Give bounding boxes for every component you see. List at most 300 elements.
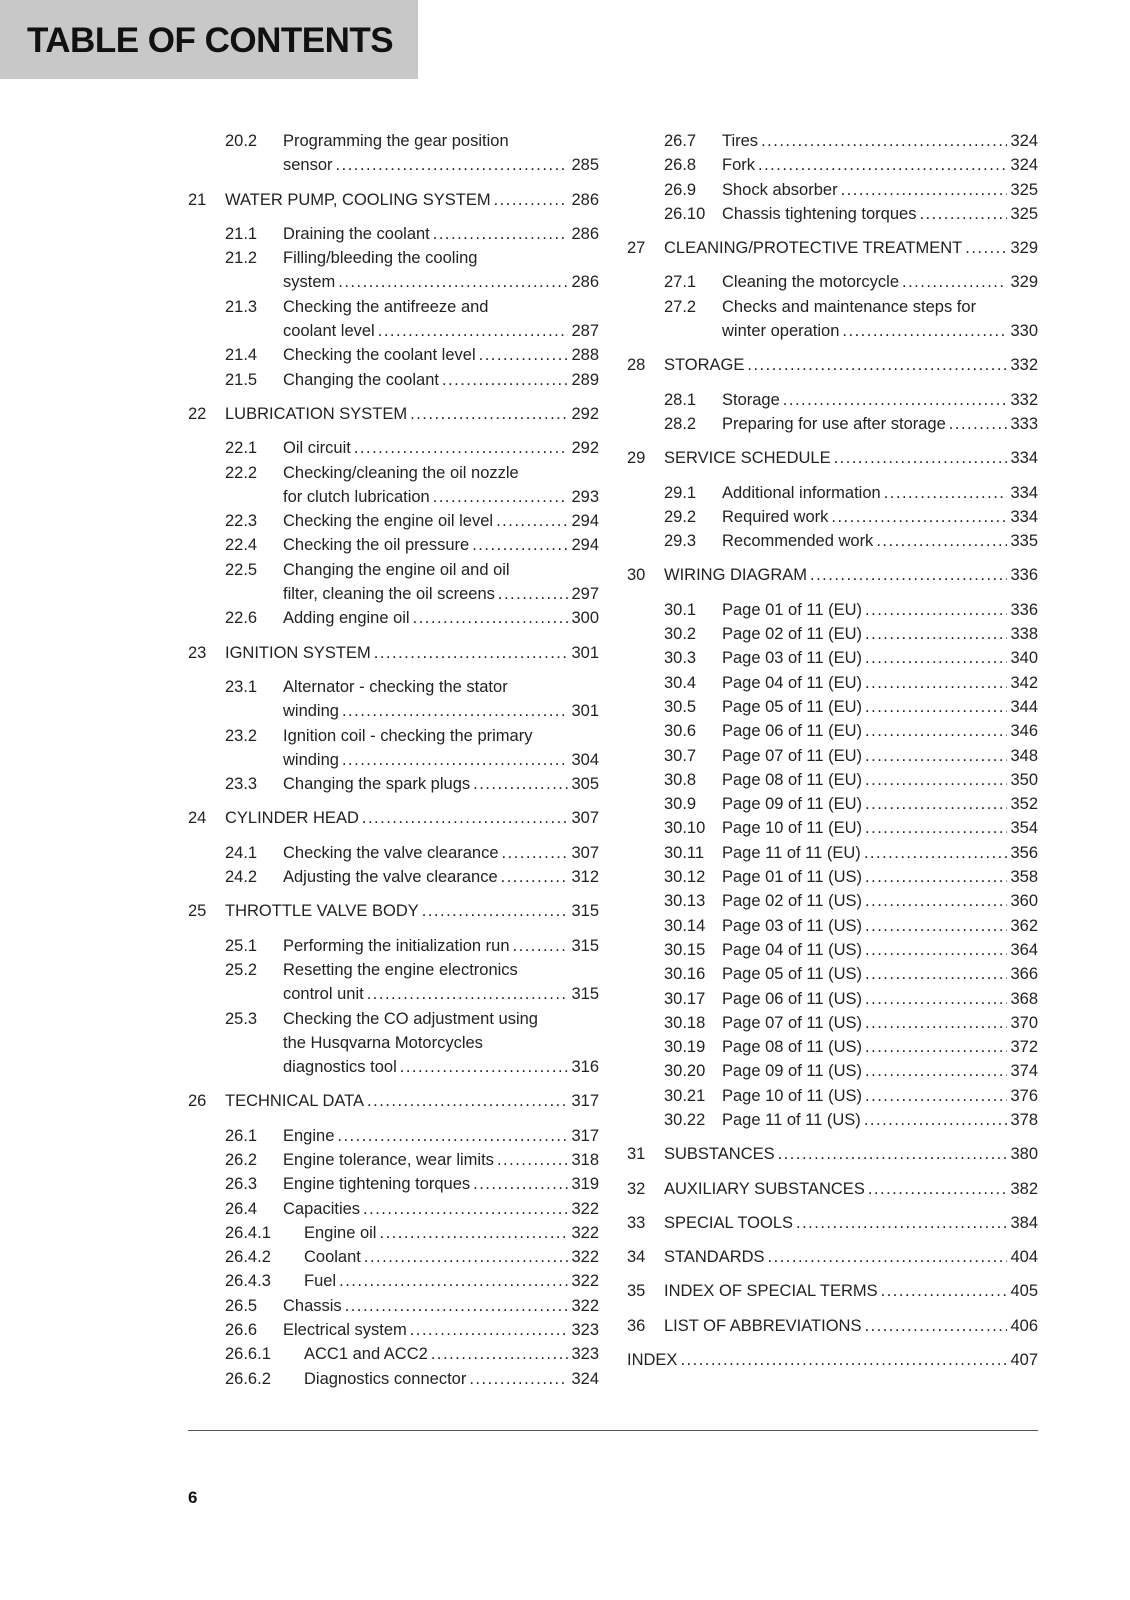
toc-chapter[interactable] [188, 1089, 599, 1113]
dot-leader [865, 938, 1007, 962]
toc-number: 30.20 [664, 1062, 706, 1081]
toc-page-number: 307 [571, 809, 599, 828]
toc-page-number: 315 [571, 902, 599, 921]
dot-leader [831, 505, 1007, 529]
toc-page-number: 332 [1010, 356, 1038, 375]
toc-section[interactable] [188, 958, 599, 1007]
toc-number: 25.1 [225, 936, 258, 955]
toc-chapter[interactable] [627, 236, 1038, 260]
dot-leader [473, 772, 568, 796]
toc-number: 30.13 [664, 892, 706, 911]
toc-page-number: 312 [571, 868, 599, 887]
toc-page-number: 322 [571, 1223, 599, 1242]
toc-chapter[interactable] [627, 1279, 1038, 1303]
dot-leader [469, 1367, 568, 1391]
toc-number: 21.1 [225, 224, 258, 243]
toc-section[interactable] [627, 202, 1038, 226]
toc-title: Changing the coolant [283, 370, 439, 389]
toc-title: Capacities [283, 1199, 361, 1218]
dot-leader [410, 1318, 569, 1342]
toc-section[interactable] [627, 529, 1038, 553]
toc-title: Page 09 of 11 (US) [722, 1062, 863, 1081]
toc-title: Checking the oil pressure [283, 536, 470, 555]
toc-chapter[interactable] [627, 1245, 1038, 1269]
toc-title: Page 10 of 11 (EU) [722, 819, 863, 838]
toc-page-number: 329 [1010, 273, 1038, 292]
toc-page-number: 356 [1010, 843, 1038, 862]
toc-title: AUXILIARY SUBSTANCES [664, 1179, 865, 1198]
toc-section[interactable] [627, 816, 1038, 840]
toc-title: Electrical system [283, 1321, 407, 1340]
toc-number: 30.9 [664, 795, 697, 814]
toc-number: 21.4 [225, 346, 258, 365]
toc-page-number: 340 [1010, 649, 1038, 668]
toc-title: control unit [283, 985, 364, 1004]
toc-chapter[interactable] [188, 899, 599, 923]
toc-title: Draining the coolant [283, 224, 430, 243]
toc-chapter[interactable] [627, 563, 1038, 587]
toc-number: 29.3 [664, 532, 697, 551]
toc-page-number: 376 [1010, 1086, 1038, 1105]
toc-title: Adjusting the valve clearance [283, 868, 498, 887]
toc-page-number: 380 [1010, 1145, 1038, 1164]
toc-section[interactable] [627, 938, 1038, 962]
dot-leader [865, 792, 1007, 816]
toc-title: Page 11 of 11 (US) [722, 1110, 861, 1129]
toc-chapter[interactable] [188, 188, 599, 212]
toc-page-number: 322 [571, 1296, 599, 1315]
toc-section[interactable] [188, 368, 599, 392]
dot-leader [864, 1108, 1008, 1132]
toc-title: Page 01 of 11 (EU) [722, 600, 863, 619]
toc-chapter[interactable] [188, 641, 599, 665]
toc-number: 22.1 [225, 439, 258, 458]
toc-number: 36 [627, 1316, 646, 1335]
toc-title: Page 07 of 11 (EU) [722, 746, 863, 765]
toc-title: Page 04 of 11 (EU) [722, 673, 863, 692]
toc-title: Checking the engine oil level [283, 512, 494, 531]
toc-page-number: 325 [1010, 204, 1038, 223]
toc-number: 22.6 [225, 609, 258, 628]
dot-leader [400, 1055, 569, 1079]
toc-page-number: 332 [1010, 390, 1038, 409]
dot-leader [410, 402, 568, 426]
toc-section[interactable] [188, 1197, 599, 1221]
toc-page-number: 354 [1010, 819, 1038, 838]
toc-chapter[interactable] [627, 353, 1038, 377]
toc-page-number: 322 [571, 1248, 599, 1267]
toc-number: 25 [188, 902, 207, 921]
toc-section[interactable] [627, 1059, 1038, 1083]
toc-section[interactable] [188, 1245, 599, 1269]
toc-page-number: 297 [571, 585, 599, 604]
dot-leader [965, 236, 1007, 260]
toc-number: 24 [188, 809, 207, 828]
toc-number: 30.18 [664, 1013, 706, 1032]
dot-leader [339, 1269, 568, 1293]
toc-page-number: 344 [1010, 697, 1038, 716]
toc-page-number: 384 [1010, 1213, 1038, 1232]
toc-chapter[interactable] [627, 1177, 1038, 1201]
toc-section[interactable] [188, 295, 599, 344]
toc-section[interactable] [627, 270, 1038, 294]
toc-page-number: 322 [571, 1199, 599, 1218]
toc-section[interactable] [627, 962, 1038, 986]
toc-number: 30.2 [664, 625, 697, 644]
toc-number: 28.2 [664, 414, 697, 433]
toc-number: 22.3 [225, 512, 258, 531]
toc-title: Engine tightening torques [283, 1175, 471, 1194]
toc-page-number: 334 [1010, 483, 1038, 502]
toc-section[interactable] [188, 1342, 599, 1366]
toc-number: 26.9 [664, 180, 697, 199]
toc-title: WIRING DIAGRAM [664, 566, 807, 585]
dot-leader [374, 641, 569, 665]
dot-leader [431, 1342, 569, 1366]
toc-section[interactable] [188, 724, 599, 773]
toc-section[interactable] [627, 481, 1038, 505]
toc-chapter[interactable] [627, 446, 1038, 470]
dot-leader [778, 1142, 1008, 1166]
toc-section[interactable] [188, 772, 599, 796]
toc-section[interactable] [627, 987, 1038, 1011]
dot-leader [362, 806, 569, 830]
dot-leader [345, 1294, 569, 1318]
toc-number: 26.6.1 [225, 1345, 271, 1364]
toc-chapter[interactable] [188, 402, 599, 426]
dot-leader [433, 485, 569, 509]
dot-leader [884, 481, 1008, 505]
page-number: 6 [188, 1488, 198, 1507]
toc-number: 25.2 [225, 960, 258, 979]
toc-number: 26.2 [225, 1150, 258, 1169]
toc-section[interactable] [627, 671, 1038, 695]
toc-number: 30.8 [664, 770, 697, 789]
dot-leader [865, 1059, 1007, 1083]
toc-page-number: 404 [1010, 1248, 1038, 1267]
toc-title: STANDARDS [664, 1248, 765, 1267]
toc-title: Page 01 of 11 (US) [722, 868, 863, 887]
dot-leader [363, 1197, 568, 1221]
toc-section[interactable] [188, 1172, 599, 1196]
toc-title: Page 09 of 11 (EU) [722, 795, 863, 814]
dot-leader [868, 1177, 1008, 1201]
toc-title: Page 02 of 11 (EU) [722, 625, 863, 644]
toc-title: Page 05 of 11 (US) [722, 965, 863, 984]
toc-number: 26.5 [225, 1296, 258, 1315]
toc-number: 26 [188, 1092, 207, 1111]
toc-section[interactable] [188, 129, 599, 178]
toc-title: THROTTLE VALVE BODY [225, 902, 419, 921]
dot-leader [367, 1089, 568, 1113]
dot-leader [881, 1279, 1008, 1303]
dot-leader [865, 768, 1007, 792]
toc-section[interactable] [188, 533, 599, 557]
toc-section[interactable] [627, 1011, 1038, 1035]
toc-page-number: 286 [571, 273, 599, 292]
toc-number: 30.12 [664, 868, 706, 887]
toc-section[interactable] [627, 744, 1038, 768]
toc-title: Page 08 of 11 (EU) [722, 770, 863, 789]
toc-title: SERVICE SCHEDULE [664, 449, 831, 468]
toc-section[interactable] [188, 1148, 599, 1172]
toc-page-number: 286 [571, 190, 599, 209]
toc-page-number: 346 [1010, 722, 1038, 741]
toc-section[interactable] [627, 153, 1038, 177]
toc-section[interactable] [188, 461, 599, 510]
toc-left-column [188, 129, 599, 1391]
toc-number: 30.4 [664, 673, 697, 692]
toc-section[interactable] [188, 841, 599, 865]
toc-section[interactable] [188, 558, 599, 607]
dot-leader [337, 1124, 568, 1148]
toc-page-number: 293 [571, 487, 599, 506]
toc-title: for clutch lubrication [283, 487, 430, 506]
dot-leader [342, 748, 569, 772]
dot-leader [497, 1148, 569, 1172]
toc-title: sensor [283, 156, 333, 175]
toc-section[interactable] [188, 1294, 599, 1318]
toc-page-number: 333 [1010, 414, 1038, 433]
toc-title: SPECIAL TOOLS [664, 1213, 794, 1232]
dot-leader [498, 582, 569, 606]
dot-leader [865, 622, 1007, 646]
dot-leader [342, 699, 569, 723]
toc-title-line: Resetting the engine electronics [283, 960, 518, 979]
dot-leader [841, 178, 1008, 202]
toc-title: Page 10 of 11 (US) [722, 1086, 863, 1105]
toc-section[interactable] [627, 622, 1038, 646]
dot-leader [496, 509, 568, 533]
toc-title: Page 05 of 11 (EU) [722, 697, 863, 716]
toc-number: 26.7 [664, 132, 697, 150]
dot-leader [413, 606, 569, 630]
toc-number: 28.1 [664, 390, 697, 409]
toc-page-number: 324 [1010, 132, 1038, 150]
toc-section[interactable] [188, 1221, 599, 1245]
dot-leader [354, 436, 569, 460]
toc-page-number: 324 [571, 1369, 599, 1388]
toc-section[interactable] [188, 865, 599, 889]
toc-page-number: 338 [1010, 625, 1038, 644]
toc-title: IGNITION SYSTEM [225, 643, 371, 662]
toc-page-number: 336 [1010, 600, 1038, 619]
toc-number: 23 [188, 643, 207, 662]
toc-section[interactable] [627, 388, 1038, 412]
toc-chapter[interactable] [627, 1314, 1038, 1338]
toc-section[interactable] [627, 412, 1038, 436]
toc-page-number: 317 [571, 1092, 599, 1111]
toc-number: 23.3 [225, 775, 258, 794]
toc-page-number: 334 [1010, 507, 1038, 526]
toc-number: 21.3 [225, 297, 258, 316]
toc-page-number: 407 [1010, 1351, 1038, 1370]
toc-number: 30.17 [664, 989, 706, 1008]
toc-section[interactable] [188, 1124, 599, 1148]
toc-title: Fork [722, 156, 755, 175]
toc-number: 26.4.2 [225, 1248, 271, 1267]
dot-leader [810, 563, 1007, 587]
toc-number: 22.5 [225, 560, 258, 579]
toc-page-number: 294 [571, 536, 599, 555]
toc-section[interactable] [627, 719, 1038, 743]
toc-section[interactable] [627, 768, 1038, 792]
toc-title: INDEX OF SPECIAL TERMS [664, 1282, 878, 1301]
dot-leader [876, 529, 1007, 553]
toc-number: 30.5 [664, 697, 697, 716]
toc-section[interactable] [188, 222, 599, 246]
toc-page-number: 374 [1010, 1062, 1038, 1081]
toc-number: 27 [627, 239, 646, 258]
toc-page-number: 323 [571, 1321, 599, 1340]
dot-leader [422, 899, 569, 923]
dot-leader [783, 388, 1008, 412]
dot-leader [865, 962, 1007, 986]
toc-title: Diagnostics connector [304, 1369, 467, 1388]
toc-section[interactable] [188, 246, 599, 295]
toc-section[interactable] [627, 1035, 1038, 1059]
toc-section[interactable] [627, 1108, 1038, 1132]
toc-section[interactable] [627, 792, 1038, 816]
toc-section[interactable] [627, 178, 1038, 202]
toc-section[interactable] [188, 1269, 599, 1293]
toc-title-line: Checking/cleaning the oil nozzle [283, 463, 519, 482]
toc-page-number: 292 [571, 439, 599, 458]
dot-leader [834, 446, 1008, 470]
toc-page-number: 362 [1010, 916, 1038, 935]
toc-chapter[interactable] [627, 1348, 1038, 1372]
toc-number: 23.2 [225, 726, 258, 745]
toc-title-line: Checks and maintenance steps for [722, 297, 977, 316]
dot-leader [864, 841, 1008, 865]
toc-section[interactable] [627, 889, 1038, 913]
toc-page-number: 315 [571, 936, 599, 955]
toc-page-number: 317 [571, 1126, 599, 1145]
toc-section[interactable] [188, 343, 599, 367]
toc-section[interactable] [627, 129, 1038, 153]
toc-title: Page 08 of 11 (US) [722, 1038, 863, 1057]
toc-section[interactable] [627, 646, 1038, 670]
toc-number: 31 [627, 1145, 646, 1164]
toc-number: 26.3 [225, 1175, 258, 1194]
toc-number: 30.10 [664, 819, 706, 838]
toc-number: 26.8 [664, 156, 697, 175]
toc-page-number: 324 [1010, 156, 1038, 175]
toc-chapter[interactable] [188, 806, 599, 830]
toc-title: Checking the coolant level [283, 346, 476, 365]
dot-leader [680, 1348, 1007, 1372]
toc-section[interactable] [627, 914, 1038, 938]
dot-leader [501, 865, 569, 889]
toc-title: INDEX [627, 1351, 678, 1370]
toc-number: 30.22 [664, 1110, 706, 1129]
toc-section[interactable] [627, 1084, 1038, 1108]
toc-section[interactable] [188, 1367, 599, 1391]
toc-title: Page 03 of 11 (US) [722, 916, 863, 935]
toc-page-number: 405 [1010, 1282, 1038, 1301]
toc-page-number: 378 [1010, 1110, 1038, 1129]
dot-leader [768, 1245, 1008, 1269]
toc-number: 30 [627, 566, 646, 585]
toc-number: 22.4 [225, 536, 258, 555]
toc-section[interactable] [188, 934, 599, 958]
dot-leader [865, 889, 1007, 913]
toc-page-number: 358 [1010, 868, 1038, 887]
toc-title-line: Ignition coil - checking the primary [283, 726, 533, 745]
toc-chapter[interactable] [627, 1211, 1038, 1235]
toc-section[interactable] [627, 695, 1038, 719]
toc-title: SUBSTANCES [664, 1145, 775, 1164]
toc-page-number: 334 [1010, 449, 1038, 468]
toc-page-number: 368 [1010, 989, 1038, 1008]
toc-section[interactable] [188, 1318, 599, 1342]
toc-right-column [627, 129, 1038, 1382]
toc-number: 26.4.1 [225, 1223, 271, 1242]
toc-section[interactable] [627, 841, 1038, 865]
toc-number: 30.7 [664, 746, 697, 765]
toc-title: Adding engine oil [283, 609, 410, 628]
toc-section[interactable] [188, 606, 599, 630]
dot-leader [865, 695, 1007, 719]
toc-title: CYLINDER HEAD [225, 809, 359, 828]
toc-title: Additional information [722, 483, 881, 502]
toc-title-line: Changing the engine oil and oil [283, 560, 510, 579]
toc-title: diagnostics tool [283, 1058, 397, 1077]
toc-page-number: 325 [1010, 180, 1038, 199]
toc-page-number: 323 [571, 1345, 599, 1364]
toc-section[interactable] [627, 598, 1038, 622]
toc-title: Changing the spark plugs [283, 775, 471, 794]
dot-leader [336, 153, 569, 177]
dot-leader [865, 914, 1007, 938]
toc-page-number: 348 [1010, 746, 1038, 765]
toc-title: filter, cleaning the oil screens [283, 585, 495, 604]
dot-leader [842, 319, 1007, 343]
toc-title: Preparing for use after storage [722, 414, 946, 433]
dot-leader [761, 129, 1007, 153]
page-title: TABLE OF CONTENTS [27, 21, 394, 60]
toc-page-number: 330 [1010, 322, 1038, 341]
dot-leader [865, 646, 1007, 670]
toc-section[interactable] [627, 865, 1038, 889]
dot-leader [758, 153, 1007, 177]
toc-section[interactable] [627, 295, 1038, 344]
toc-title: LIST OF ABBREVIATIONS [664, 1316, 862, 1335]
toc-title: Recommended work [722, 532, 874, 551]
toc-page-number: 289 [571, 370, 599, 389]
dot-leader [865, 744, 1007, 768]
toc-section[interactable] [627, 505, 1038, 529]
dot-leader [364, 1245, 569, 1269]
toc-chapter[interactable] [627, 1142, 1038, 1166]
toc-section[interactable] [188, 675, 599, 724]
toc-title: system [283, 273, 336, 292]
toc-number: 22 [188, 404, 207, 423]
toc-number: 35 [627, 1282, 646, 1301]
toc-title: Cleaning the motorcycle [722, 273, 900, 292]
toc-title: Storage [722, 390, 780, 409]
toc-section[interactable] [188, 436, 599, 460]
toc-number: 21 [188, 190, 207, 209]
dot-leader [865, 865, 1007, 889]
toc-title: Required work [722, 507, 829, 526]
toc-section[interactable] [188, 1007, 599, 1080]
toc-section[interactable] [188, 509, 599, 533]
toc-number: 26.6 [225, 1321, 258, 1340]
footer-divider [188, 1430, 1038, 1431]
dot-leader [378, 319, 569, 343]
dot-leader [796, 1211, 1007, 1235]
